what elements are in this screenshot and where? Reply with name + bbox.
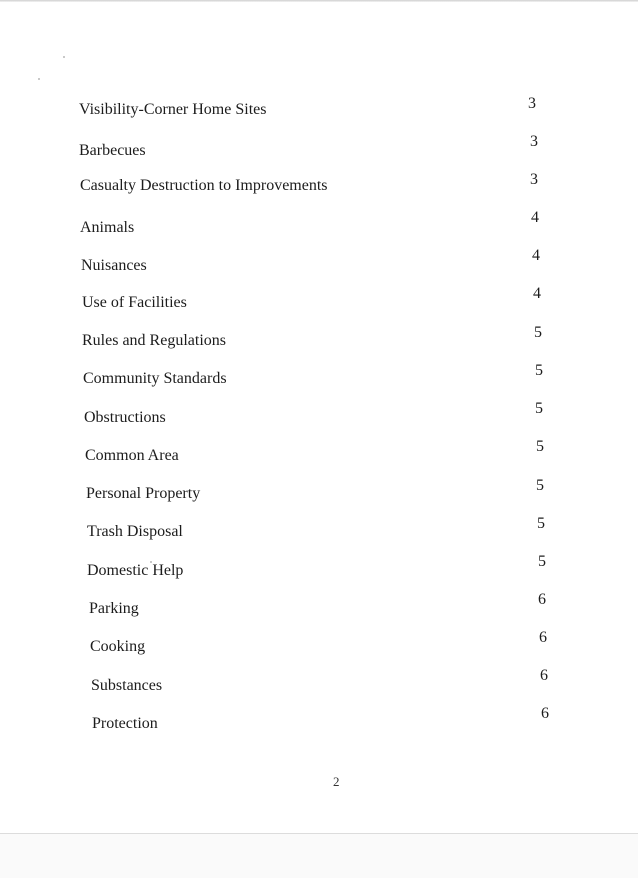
toc-entry-page: 5 — [535, 400, 543, 417]
toc-entry-page: 5 — [536, 438, 544, 455]
toc-entry-title: Parking — [89, 600, 139, 617]
toc-entry-title: Rules and Regulations — [82, 332, 226, 349]
toc-entry-page: 6 — [539, 629, 547, 646]
toc-entry-page: 6 — [541, 705, 549, 722]
toc-entry-page: 3 — [528, 95, 536, 112]
page-number: 2 — [333, 774, 340, 789]
toc-entry-title: Substances — [91, 677, 163, 694]
toc-entry-title: Domestic Help — [87, 562, 184, 579]
toc-entry-page: 5 — [538, 553, 546, 570]
toc-entry-page: 5 — [537, 515, 545, 532]
toc-entry-page: 6 — [540, 667, 548, 684]
toc-entry-title: Community Standards — [83, 370, 227, 387]
scan-bottom-edge — [0, 833, 638, 878]
toc-entry-title: Visibility-Corner Home Sites — [79, 101, 267, 118]
toc-entry-title: Animals — [80, 219, 135, 236]
toc-entry-title: Use of Facilities — [82, 294, 187, 311]
toc-entry-page: 4 — [532, 247, 540, 264]
toc-entry-title: Common Area — [85, 447, 179, 464]
toc-entry-title: Cooking — [90, 638, 146, 655]
toc-entry-page: 3 — [530, 133, 538, 150]
toc-entry-page: 3 — [530, 171, 538, 188]
toc-entry-page: 5 — [536, 477, 544, 494]
toc-entry-page: 4 — [531, 209, 539, 226]
toc-entry-page: 5 — [535, 362, 543, 379]
toc-entry-title: Personal Property — [86, 485, 201, 502]
toc-entry-title: Nuisances — [81, 257, 147, 274]
toc-entry-title: Barbecues — [79, 142, 146, 159]
toc-entry-title: Obstructions — [84, 409, 166, 426]
toc-entry-title: Casualty Destruction to Improvements — [80, 177, 328, 194]
toc-entry-page: 4 — [533, 285, 541, 302]
toc-entry-page: 6 — [538, 591, 546, 608]
toc-entry-title: Protection — [92, 715, 158, 732]
toc-entry-page: 5 — [534, 324, 542, 341]
toc-entry-title: Trash Disposal — [87, 523, 183, 540]
